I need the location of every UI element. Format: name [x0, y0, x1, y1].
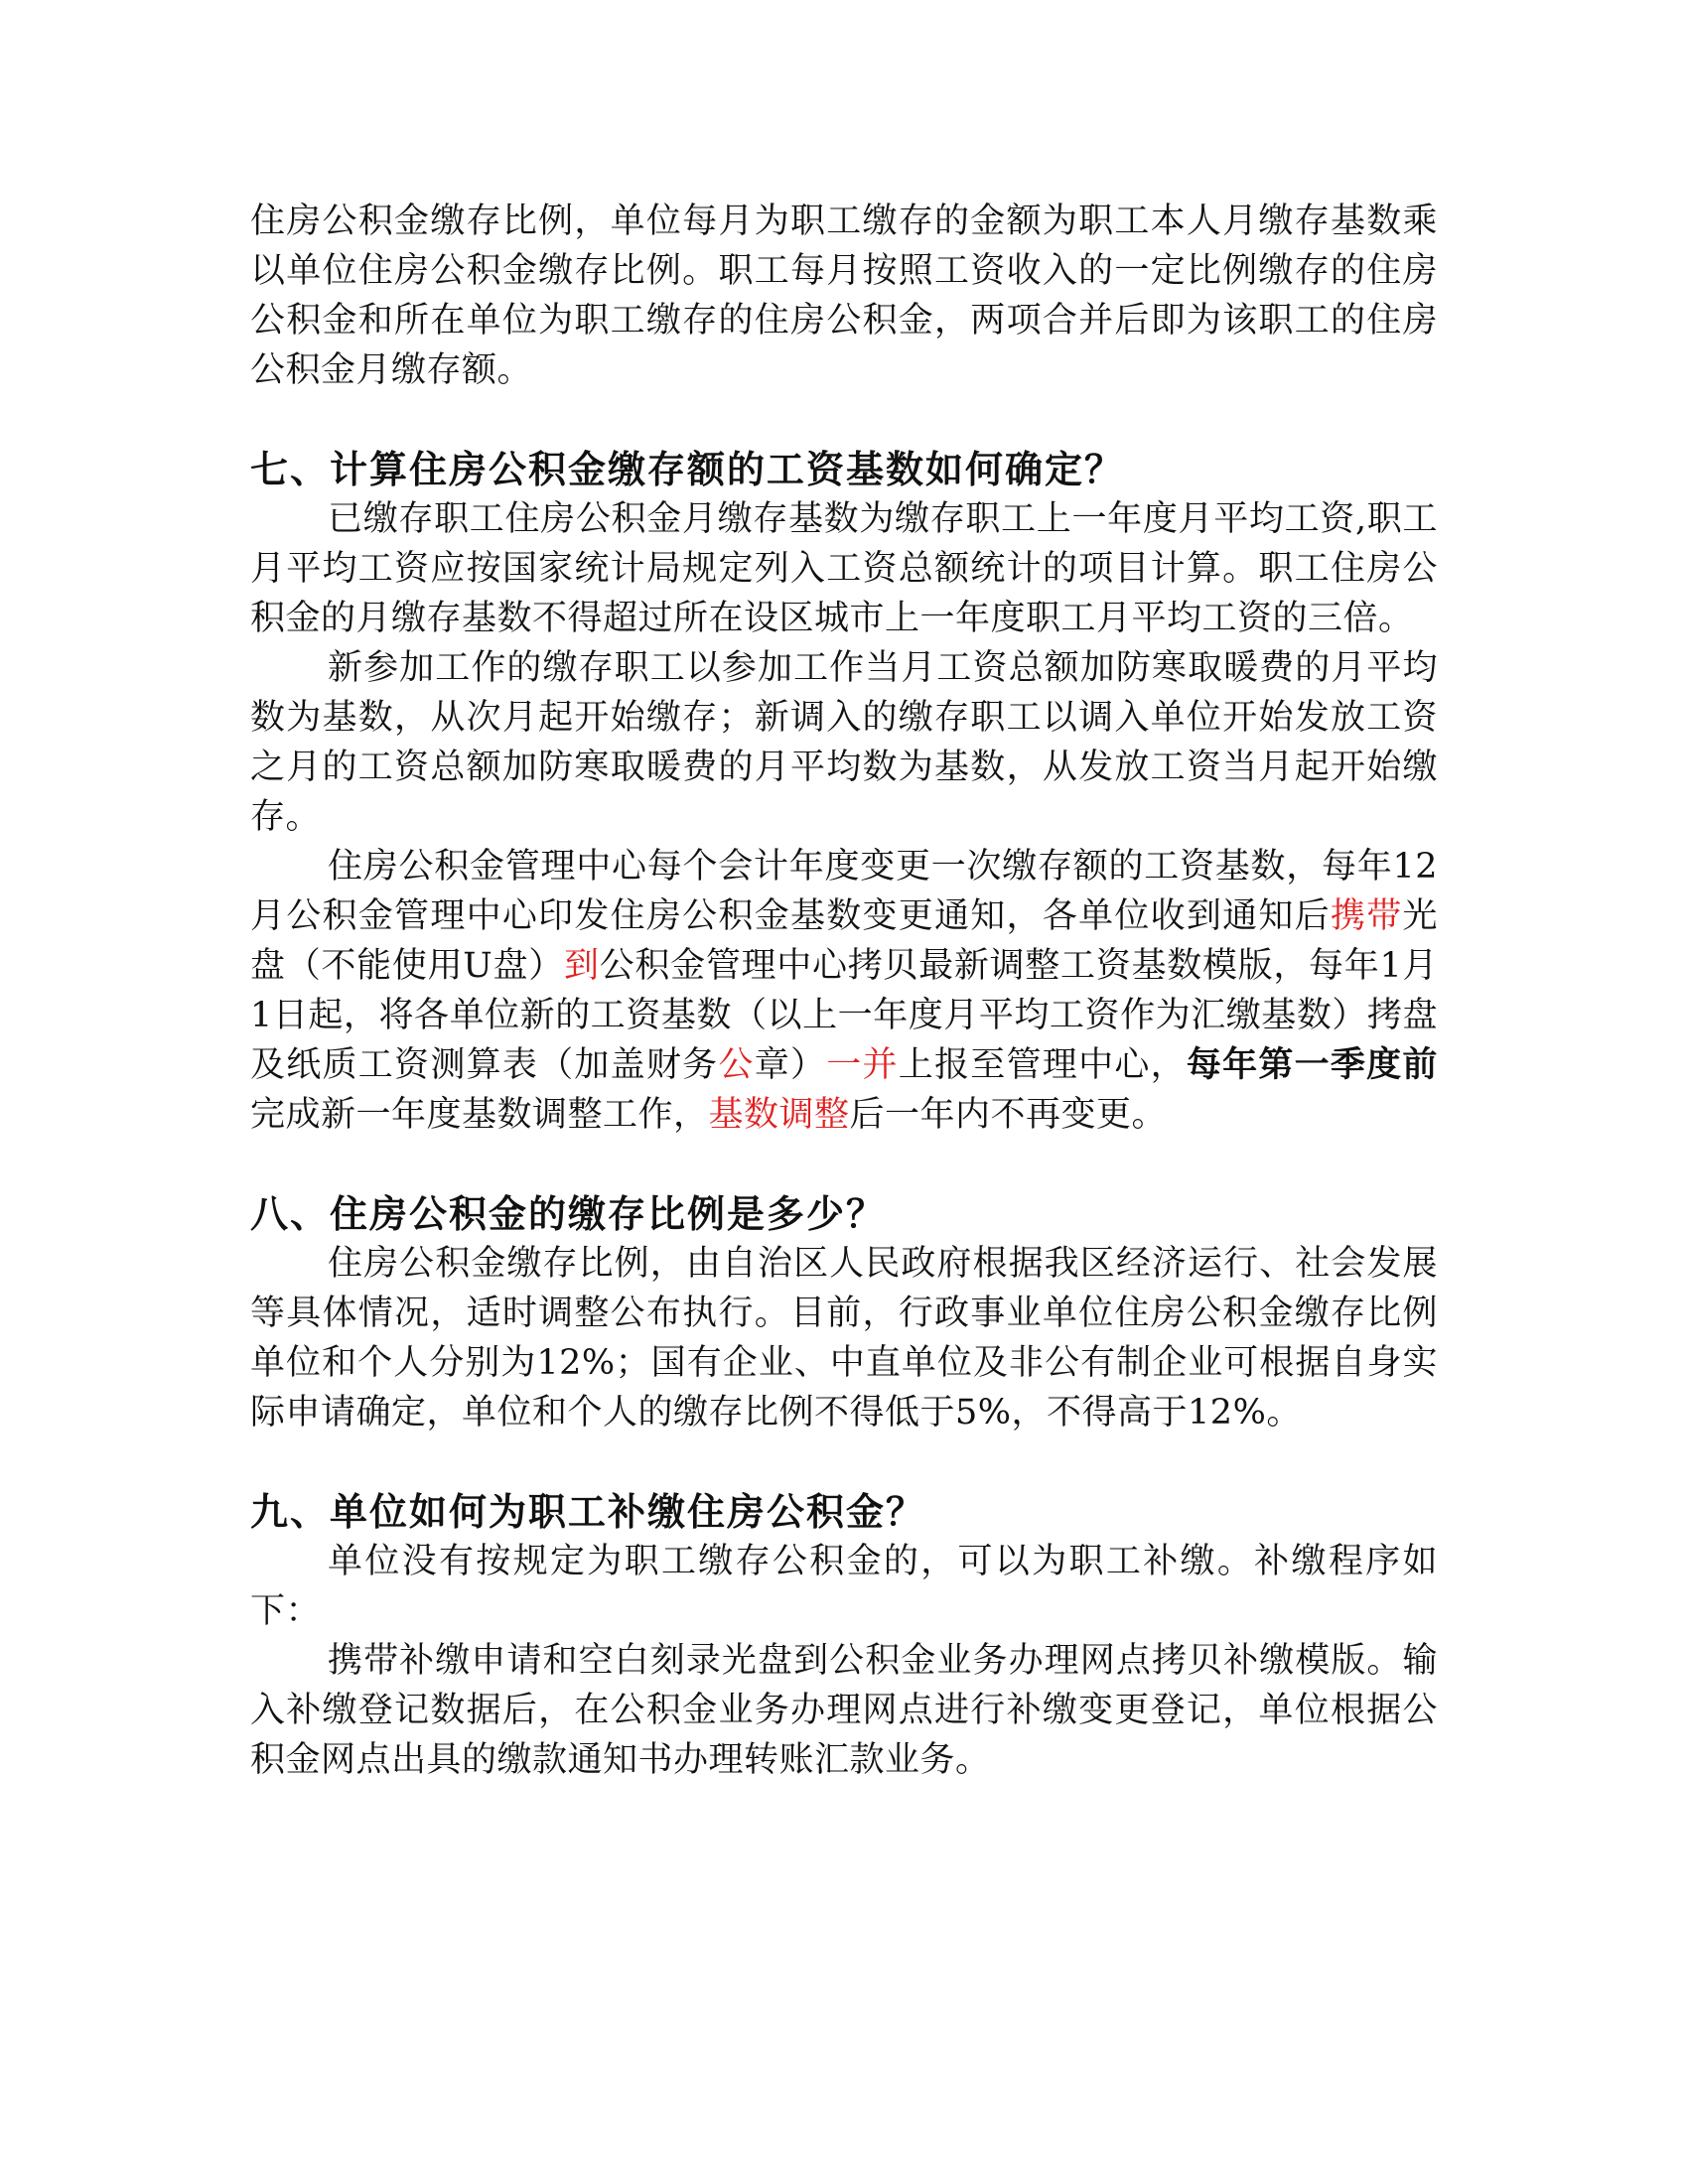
section-7 — [250, 445, 1438, 1140]
text-span: 光盘（不能使用U盘） — [250, 896, 1438, 986]
section-9-heading: 九、单位如何为职工补缴住房公积金？ — [250, 1490, 926, 1534]
section-7-paragraph-3 — [250, 842, 1438, 1140]
text-span: 上报至管理中心， — [898, 1045, 1187, 1085]
highlighted-text: 携带 — [1330, 896, 1403, 936]
bold-text: 每年第一季度前 — [1186, 1044, 1438, 1085]
document-page — [250, 197, 1438, 1785]
highlighted-text: 基数调整 — [708, 1095, 850, 1135]
section-7-heading: 七、计算住房公积金缴存额的工资基数如何确定？ — [250, 448, 1125, 491]
text-span: 公积金管理中心拷贝最新调整工资基数模版，每年1月1日起，将各单位新的工资基数（以上一年度月平均工资作为汇缴基数）拷盘及纸质工资测算表（加盖财务 — [250, 946, 1438, 1085]
text-span: 住房公积金管理中心每个会计年度变更一次缴存额的工资基数，每年12月公积金管理中心印发住房公积金基数变更通知，各单位收到通知后 — [250, 847, 1438, 936]
text-span: 完成新一年度基数调整工作， — [250, 1095, 709, 1135]
section-8-paragraph-1: 住房公积金缴存比例，由自治区人民政府根据我区经济运行、社会发展等具体情况，适时调整公布执行。目前，行政事业单位住房公积金缴存比例单位和个人分别为12%；国有企业、中直单位及非公有制企业可根据自身实际申请确定，单位和个人的缴存比例不得低于5%，不得高于12%。 — [250, 1244, 1438, 1433]
section-8-heading: 八、住房公积金的缴存比例是多少？ — [250, 1192, 887, 1236]
highlighted-text: 公 — [718, 1045, 755, 1085]
section-8 — [250, 1189, 1438, 1437]
highlighted-text: 到 — [563, 946, 600, 986]
text-span: 后一年内不再变更。 — [849, 1095, 1168, 1135]
section-7-paragraph-1: 已缴存职工住房公积金月缴存基数为缴存职工上一年度月平均工资,职工月平均工资应按国家统计局规定列入工资总额统计的项目计算。职工住房公积金的月缴存基数不得超过所在设区城市上一年度职工月平均工资的三倍。 — [250, 499, 1438, 638]
section-9 — [250, 1487, 1438, 1785]
section-7-paragraph-2: 新参加工作的缴存职工以参加工作当月工资总额加防寒取暖费的月平均数为基数，从次月起开始缴存；新调入的缴存职工以调入单位开始发放工资之月的工资总额加防寒取暖费的月平均数为基数，从发放工资当月起开始缴存。 — [250, 648, 1438, 837]
text-span: 章） — [754, 1045, 827, 1085]
section-9-paragraph-2: 携带补缴申请和空白刻录光盘到公积金业务办理网点拷贝补缴模版。输入补缴登记数据后，在公积金业务办理网点进行补缴变更登记，单位根据公积金网点出具的缴款通知书办理转账汇款业务。 — [250, 1641, 1438, 1780]
section-9-paragraph-1: 单位没有按规定为职工缴存公积金的，可以为职工补缴。补缴程序如下： — [250, 1542, 1438, 1631]
highlighted-text: 一并 — [826, 1045, 899, 1085]
intro-paragraph: 住房公积金缴存比例，单位每月为职工缴存的金额为职工本人月缴存基数乘以单位住房公积金缴存比例。职工每月按照工资收入的一定比例缴存的住房公积金和所在单位为职工缴存的住房公积金，两项合并后即为该职工的住房公积金月缴存额。 — [250, 202, 1438, 390]
